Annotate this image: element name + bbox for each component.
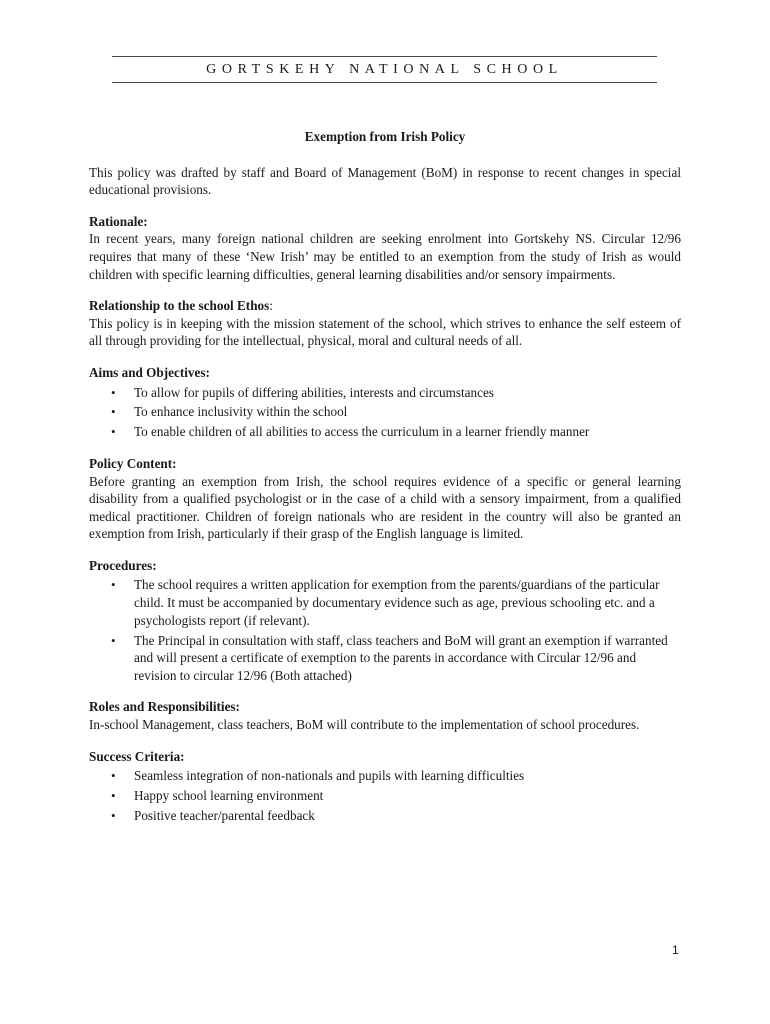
policy-content-text: Before granting an exemption from Irish, the school requires evidence of a specific or general learning disability from a qualified psychologist or in the case of a child with a sensory impairment, from a qualified medical practitioner. Children of foreign nationals who are resident in the country will also be granted an exemption from Irish, particularly if their grasp of the English language is limited.	[89, 473, 681, 542]
list-item	[89, 576, 681, 629]
bullet-icon: •	[111, 632, 116, 648]
list-item-text: To enhance inclusivity within the school	[134, 404, 348, 420]
list-item	[89, 403, 681, 421]
intro-paragraph: This policy was drafted by staff and Board of Management (BoM) in response to recent changes in special educational provisions.	[89, 164, 681, 198]
rationale-section	[89, 213, 681, 283]
aims-list	[89, 384, 681, 441]
procedures-section	[89, 557, 681, 684]
policy-content-section	[89, 455, 681, 543]
success-heading: Success Criteria:	[89, 748, 185, 764]
list-item	[89, 632, 681, 685]
list-item	[89, 423, 681, 441]
list-item	[89, 807, 681, 825]
list-item-text: Positive teacher/parental feedback	[134, 807, 315, 823]
ethos-text: This policy is in keeping with the mission statement of the school, which strives to enhance the self esteem of all through providing for the intellectual, physical, moral and cultural needs of all.	[89, 315, 681, 349]
ethos-section	[89, 297, 681, 350]
rationale-heading: Rationale:	[89, 213, 148, 229]
success-section	[89, 748, 681, 825]
document-title: Exemption from Irish Policy	[304, 129, 466, 144]
list-item-text: The Principal in consultation with staff, class teachers and BoM will grant an exemption if warranted and will present a certificate of exemption to the parents in accordance with Circular 12/96 and revision to circular 12/96 (Both attached)	[134, 632, 668, 683]
page-number: 1	[672, 943, 679, 957]
bullet-icon: •	[111, 424, 116, 440]
letterhead	[112, 56, 657, 83]
list-item	[89, 384, 681, 402]
bullet-icon: •	[111, 788, 116, 803]
roles-heading: Roles and Responsibilities:	[89, 699, 240, 715]
header-bottom-rule	[112, 82, 657, 83]
list-item-text: To enable children of all abilities to access the curriculum in a learner friendly manner	[134, 424, 590, 440]
aims-heading: Aims and Objectives:	[89, 364, 210, 380]
policy-content-heading: Policy Content:	[89, 455, 177, 471]
bullet-icon: •	[111, 577, 116, 593]
document-body	[89, 128, 681, 827]
school-name: GORTSKEHY NATIONAL SCHOOL	[206, 62, 563, 77]
ethos-heading: Relationship to the school Ethos	[89, 298, 270, 314]
success-list	[89, 767, 681, 824]
list-item	[89, 767, 681, 785]
bullet-icon: •	[111, 404, 116, 420]
bullet-icon: •	[111, 807, 116, 823]
roles-text: In-school Management, class teachers, BoM will contribute to the implementation of school procedures.	[89, 716, 640, 732]
roles-section	[89, 698, 681, 733]
list-item-text: Happy school learning environment	[134, 788, 324, 803]
list-item-text: The school requires a written application for exemption from the parents/guardians of the particular child. It must be accompanied by documentary evidence such as age, previous schooling etc. and a psychologists report (if relevant).	[134, 577, 660, 628]
rationale-text: In recent years, many foreign national children are seeking enrolment into Gortskehy NS. Circular 12/96 requires that many of these ‘New Irish’ may be entitled to an exemption from the study of Irish as would children with specific learning difficulties, general learning disabilities and/or sensory impairments.	[89, 231, 681, 282]
procedures-heading: Procedures:	[89, 557, 157, 573]
list-item-text: Seamless integration of non-nationals and pupils with learning difficulties	[134, 768, 525, 784]
aims-section	[89, 364, 681, 441]
bullet-icon: •	[111, 384, 116, 400]
bullet-icon: •	[111, 768, 116, 784]
list-item	[89, 787, 681, 805]
list-item-text: To allow for pupils of differing abilities, interests and circumstances	[134, 384, 494, 400]
ethos-heading-colon: :	[269, 298, 273, 314]
procedures-list	[89, 576, 681, 684]
